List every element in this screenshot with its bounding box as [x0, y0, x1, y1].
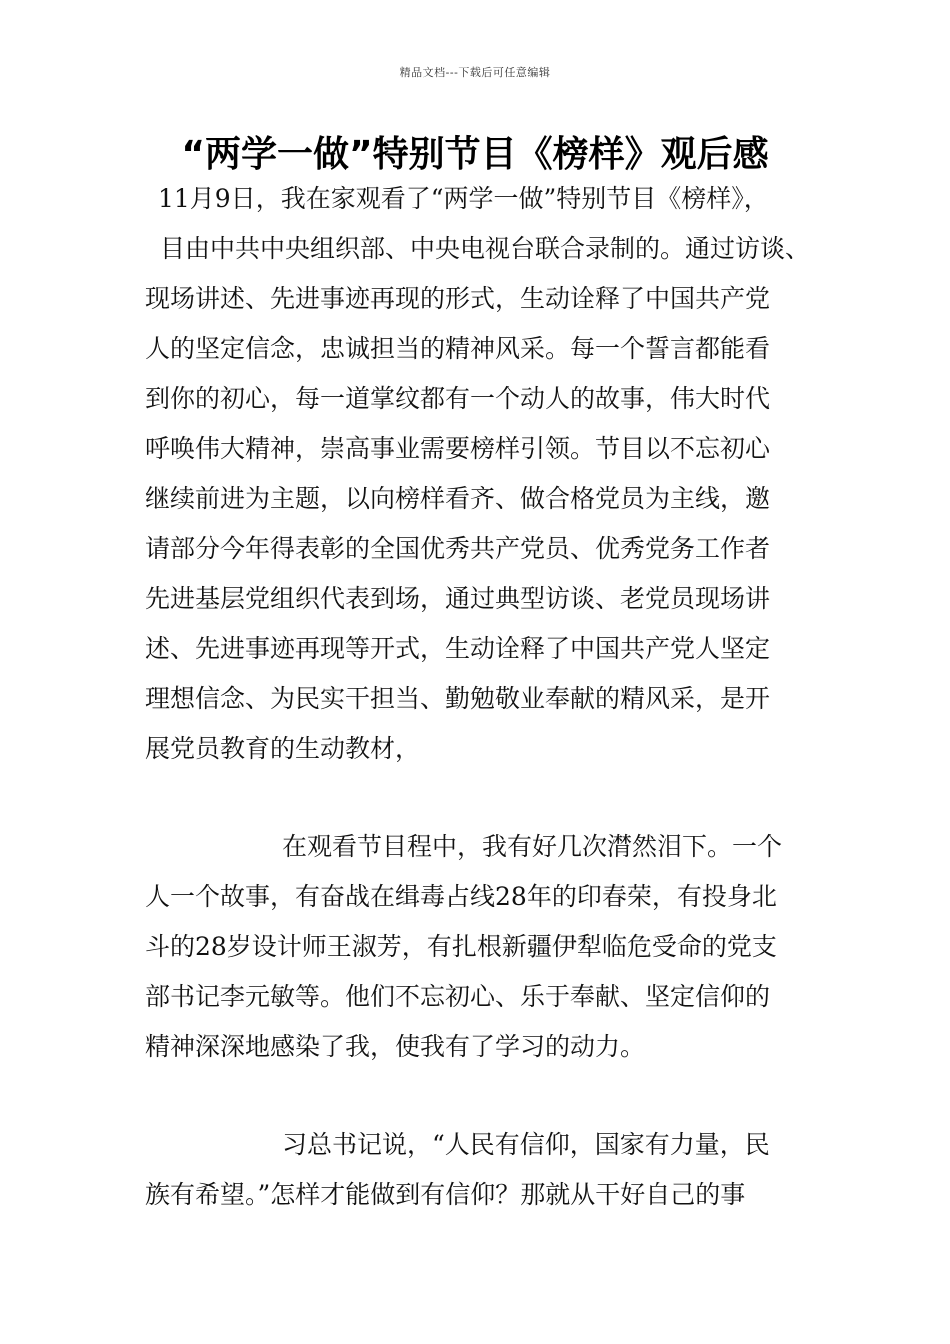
paragraph-1-line: 请部分今年得表彰的全国优秀共产党员、优秀党务工作者 — [145, 534, 771, 563]
paragraph-2-line: 在观看节目程中，我有好几次潸然泪下。一个 — [282, 832, 783, 861]
paragraph-1-line: 呼唤伟大精神，崇高事业需要榜样引领。节目以不忘初心 — [145, 434, 771, 463]
paragraph-1-line: 展党员教育的生动教材， — [145, 734, 421, 763]
paragraph-2-line: 人一个故事，有奋战在缉毒占线28年的印春荣，有投身北 — [145, 882, 777, 911]
paragraph-1-line: 理想信念、为民实干担当、勤勉敬业奉献的精风采，是开 — [145, 684, 771, 713]
paragraph-3-line: 习总书记说，“人民有信仰，国家有力量，民 — [282, 1130, 770, 1159]
paragraph-1-line: 目由中共中央组织部、中央电视台联合录制的。通过访谈、 — [160, 234, 811, 263]
paragraph-1-line: 现场讲述、先进事迹再现的形式，生动诠释了中国共产党 — [145, 284, 771, 313]
paragraph-2-line: 斗的28岁设计师王淑芳，有扎根新疆伊犁临危受命的党支 — [145, 932, 777, 961]
paragraph-1-line: 继续前进为主题，以向榜样看齐、做合格党员为主线，邀 — [145, 484, 771, 513]
paragraph-2-line: 精神深深地感染了我，使我有了学习的动力。 — [145, 1032, 646, 1061]
paragraph-1-line: 先进基层党组织代表到场，通过典型访谈、老党员现场讲 — [145, 584, 771, 613]
paragraph-1-line: 述、先进事迹再现等开式，生动诠释了中国共产党人坚定 — [145, 634, 771, 663]
paragraph-1-line: 人的坚定信念，忠诚担当的精神风采。每一个誓言都能看 — [145, 334, 771, 363]
paragraph-3-line: 族有希望。”怎样才能做到有信仰？那就从干好自己的事 — [145, 1180, 746, 1209]
paragraph-1-line: 11月9日，我在家观看了“两学一做”特别节目《榜样》， — [158, 184, 769, 213]
paragraph-2-line: 部书记李元敏等。他们不忘初心、乐于奉献、坚定信仰的 — [145, 982, 771, 1011]
paragraph-1-line: 到你的初心，每一道掌纹都有一个动人的故事，伟大时代 — [145, 384, 771, 413]
page-header: 精品文档---下载后可任意编辑 — [399, 66, 551, 79]
document-title: “两学一做”特别节目《榜样》观后感 — [181, 134, 769, 175]
